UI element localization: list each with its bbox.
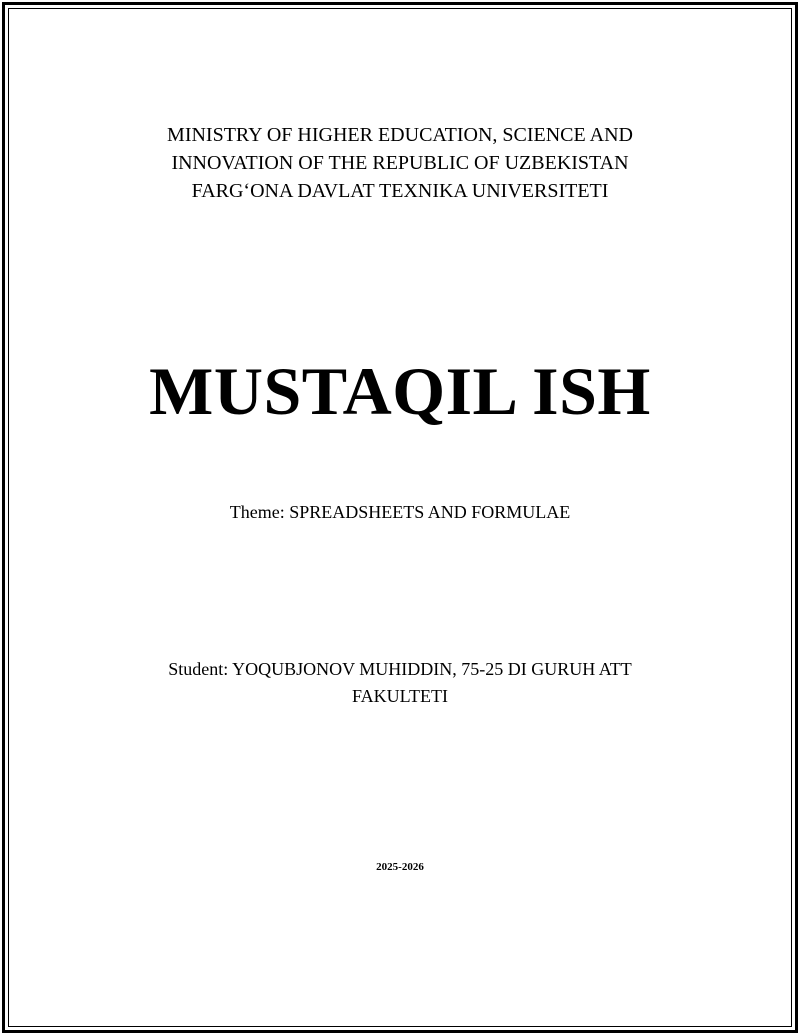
document-title: MUSTAQIL ISH (149, 353, 651, 429)
student-line-name: Student: YOQUBJONOV MUHIDDIN, 75-25 DI GURUH ATT (168, 659, 632, 679)
academic-year: 2025-2026 (376, 861, 424, 873)
header-line-republic: INNOVATION OF THE REPUBLIC OF UZBEKISTAN (171, 152, 629, 174)
institution-header (0, 121, 800, 205)
student-line-faculty: FAKULTETI (352, 686, 448, 706)
header-line-ministry: MINISTRY OF HIGHER EDUCATION, SCIENCE AND (167, 124, 633, 146)
student-info (0, 656, 800, 710)
document-theme: Theme: SPREADSHEETS AND FORMULAE (229, 502, 571, 522)
header-line-university: FARG‘ONA DAVLAT TEXNIKA UNIVERSITETI (191, 180, 609, 202)
